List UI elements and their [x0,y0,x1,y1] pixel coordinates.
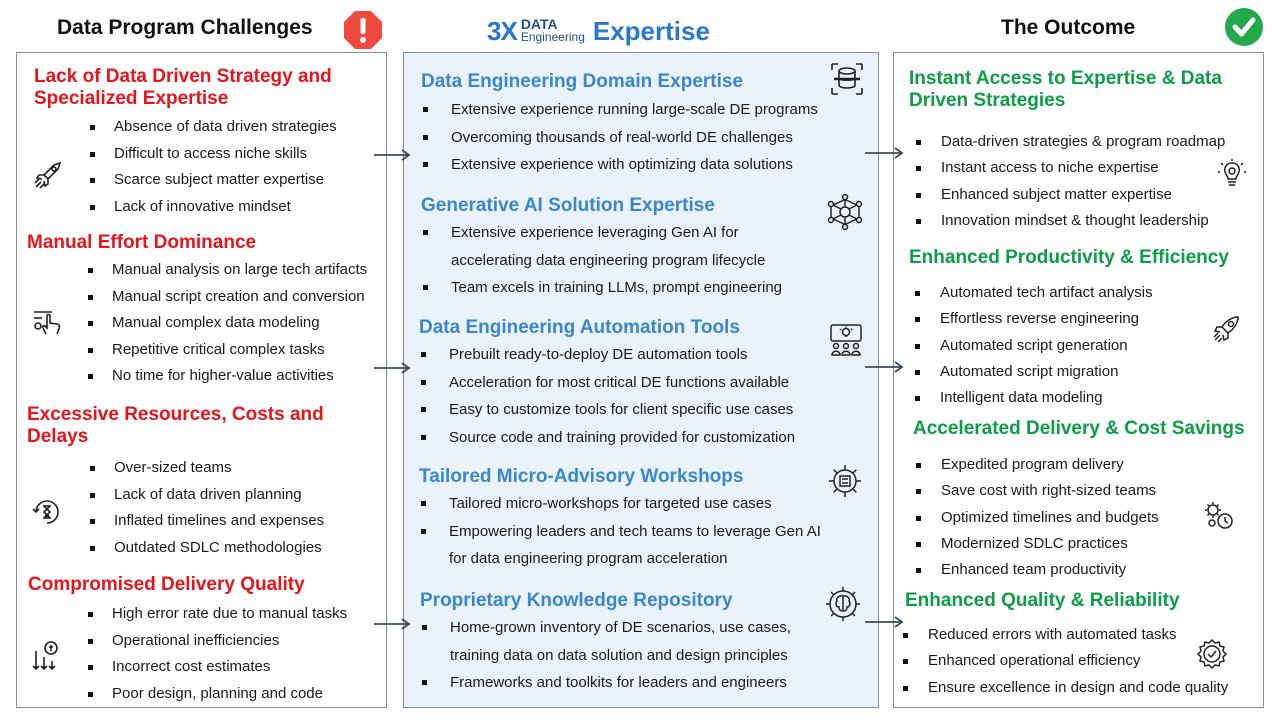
challenge-title: Lack of Data Driven Strategy and Specialized Expertise [34,66,332,109]
list-item: Save cost with right-sized teams [913,478,1159,504]
arrow-right-icon [373,148,411,160]
list-item: Enhanced subject matter expertise [913,182,1225,208]
list-item: High error rate due to manual tasks [88,601,347,628]
list-item: Intelligent data modeling [912,385,1153,411]
list-item: Data-driven strategies & program roadmap [913,129,1225,155]
challenges-heading: Data Program Challenges [57,16,313,39]
list-item: Poor design, planning and code [88,681,347,708]
challenge-title: Compromised Delivery Quality [28,574,305,595]
list-item: Source code and training provided for customization [418,424,795,452]
challenge-list-3 [90,455,324,561]
expertise-title: Generative AI Solution Expertise [421,195,715,216]
list-item: Acceleration for most critical DE functions available [418,369,795,397]
list-item: Incorrect cost estimates [88,654,347,681]
list-item: Optimized timelines and budgets [913,505,1159,531]
expertise-list-2 [420,219,820,302]
decline-chart-icon [30,639,64,673]
expertise-section-3 [419,317,819,339]
outcome-section-3 [913,418,1253,440]
list-item: Over-sized teams [90,455,324,482]
list-item: Reduced errors with automated tasks [900,622,1228,648]
logo-line-data: DATA [520,16,558,32]
gears-clock-icon [1201,498,1235,532]
list-item: Enhanced operational efficiency [900,648,1228,674]
quality-badge-icon [1196,638,1228,670]
list-item: Modernized SDLC practices [913,531,1159,557]
expertise-list-3 [418,341,795,451]
expertise-title: Tailored Micro-Advisory Workshops [419,466,744,487]
expertise-section-4 [419,466,819,488]
list-item: Innovation mindset & thought leadership [913,208,1225,234]
outcome-list-2 [912,280,1153,411]
challenge-title: Manual Effort Dominance [27,232,257,253]
expertise-title: Proprietary Knowledge Repository [420,590,733,611]
list-item: Prebuilt ready-to-deploy DE automation tools [418,341,795,369]
list-item: Easy to customize tools for client specific use cases [418,396,795,424]
list-item: Extensive experience running large-scale DE programs [420,96,818,124]
database-gear-icon [828,60,866,98]
expertise-title: Data Engineering Domain Expertise [421,71,744,92]
list-item: Operational inefficiencies [88,628,347,655]
list-item: Team excels in training LLMs, prompt engineering [420,274,820,302]
list-item: Repetitive critical complex tasks [88,337,367,364]
expertise-section-5 [420,590,820,612]
ai-chip-gear-icon [826,462,864,500]
outcome-title: Enhanced Quality & Reliability [905,590,1180,611]
expertise-list-5 [419,614,829,697]
list-item: Enhanced team productivity [913,557,1159,583]
logo-line-engineering: Engineering [520,30,585,44]
rocket-icon [1210,311,1244,345]
list-item: Manual analysis on large tech artifacts [88,257,367,284]
list-item: Automated tech artifact analysis [912,280,1153,306]
brain-gear-icon [824,585,862,623]
list-item: Expedited program delivery [913,452,1159,478]
challenge-list-4 [88,601,347,707]
list-item: Instant access to niche expertise [913,155,1225,181]
expertise-title: Data Engineering Automation Tools [419,317,740,338]
challenge-list-1 [90,114,337,220]
list-item: Inflated timelines and expenses [90,508,324,535]
outcome-title: Accelerated Delivery & Cost Savings [913,418,1245,439]
list-item: Automated script migration [912,359,1153,385]
expertise-list-4 [418,490,838,573]
outcome-title: Enhanced Productivity & Efficiency [909,247,1229,268]
neural-network-icon [826,193,864,231]
list-item: Lack of innovative mindset [90,194,337,221]
outcome-list-3 [913,452,1159,583]
hourglass-clock-icon [30,495,64,529]
team-idea-icon [828,322,864,358]
list-item: Ensure excellence in design and code quality [900,675,1228,701]
list-item: No time for higher-value activities [88,363,367,390]
lightbulb-gear-icon [1216,158,1248,190]
list-item: Absence of data driven strategies [90,114,337,141]
list-item: Outdated SDLC methodologies [90,535,324,562]
list-item: Tailored micro-workshops for targeted use cases [418,490,838,518]
challenge-section-1 [34,66,374,110]
outcome-section-2 [909,247,1249,269]
list-item: Empowering leaders and tech teams to leverage Gen AI for data engineering program acceleration [418,518,838,573]
arrow-right-icon [864,146,904,158]
list-item: Frameworks and toolkits for leaders and engineers [419,669,829,697]
arrow-right-icon [864,360,904,372]
outcome-heading: The Outcome [1001,16,1136,39]
list-item: Home-grown inventory of DE scenarios, use cases, training data on data solution and design principles [419,614,829,669]
expertise-list-1 [420,96,818,179]
list-item: Overcoming thousands of real-world DE challenges [420,124,818,152]
outcome-list-1 [913,129,1225,234]
expertise-section-1 [421,71,821,93]
outcome-list-4 [900,622,1228,701]
arrow-right-icon [864,615,904,627]
challenge-title: Excessive Resources, Costs and Delays [27,404,324,447]
challenge-section-4 [28,574,368,596]
expertise-section-2 [421,195,821,217]
warning-octagon-icon [342,9,384,51]
list-item: Effortless reverse engineering [912,306,1153,332]
outcome-title: Instant Access to Expertise & Data Driven Strategies [909,68,1222,111]
list-item: Extensive experience leveraging Gen AI for accelerating data engineering program lifecycle [420,219,820,274]
arrow-right-icon [373,361,411,373]
hand-touch-icon [30,304,66,340]
outcome-section-1 [909,68,1249,112]
list-item: Automated script generation [912,333,1153,359]
list-item: Manual script creation and conversion [88,284,367,311]
list-item: Lack of data driven planning [90,482,324,509]
rocket-launch-icon [30,157,66,193]
list-item: Scarce subject matter expertise [90,167,337,194]
arrow-right-icon [373,617,411,629]
challenge-section-2 [27,232,367,254]
list-item: Difficult to access niche skills [90,141,337,168]
expertise-heading: Expertise [592,15,710,46]
challenge-section-3 [27,404,367,448]
list-item: Extensive experience with optimizing data solutions [420,151,818,179]
challenge-list-2 [88,257,367,390]
outcome-section-4 [905,590,1245,612]
brand-logo [487,13,710,49]
list-item: Manual complex data modeling [88,310,367,337]
logo-mark: 3X [487,15,517,46]
checkmark-circle-icon [1224,7,1264,47]
